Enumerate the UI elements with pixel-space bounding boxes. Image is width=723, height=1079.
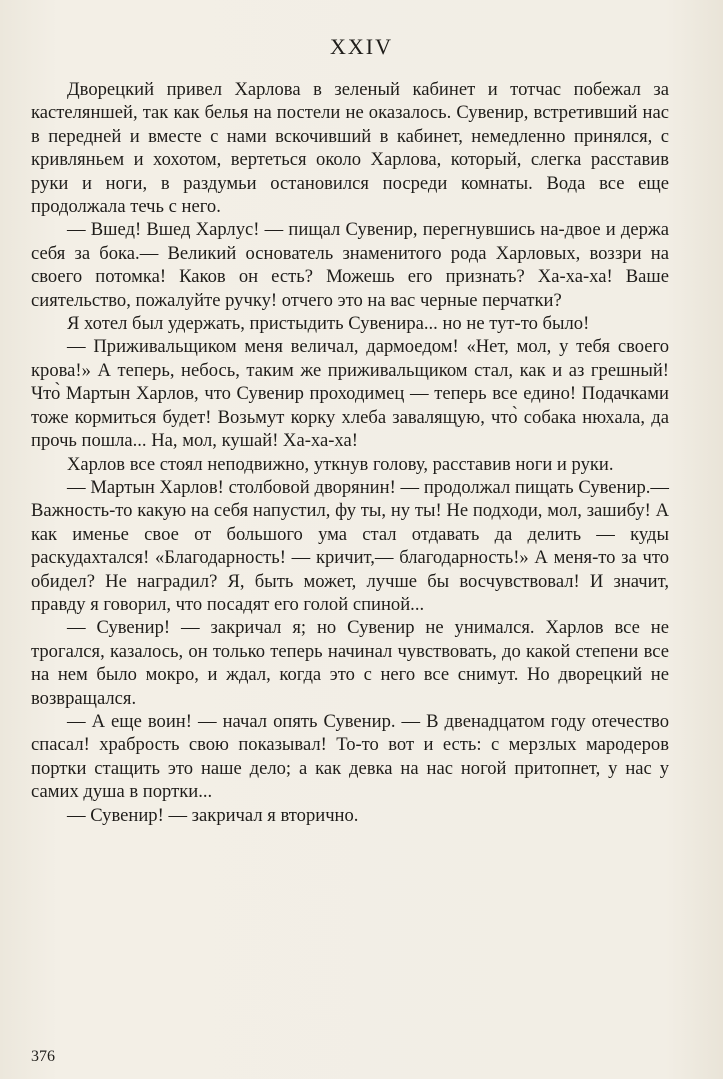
paragraph-2: — Вшед! Вшед Харлус! — пищал Сувенир, перегнувшись на-двое и держа себя за бока.— Великий основатель знаменитого рода Харловых, воззри на своего потомка! Каков он есть? Можешь его признать? Ха-ха-ха! Ваше сиятельство, пожалуйте ручку! отчего это на вас черные перчатки? — [31, 219, 669, 311]
paragraph-4: — Приживальщиком меня величал, дармоедом! «Нет, мол, у тебя своего крова!» А теперь, небось, таким же приживальщиком стал, как и аз грешный! Что̀ Мартын Харлов, что Сувенир проходимец — теперь все едино! Подачками тоже кормиться будет! Возьмут корку хлеба завалящую, что̀ собака нюхала, да прочь пошла... На, мол, кушай! Ха-ха-ха! — [31, 336, 669, 452]
body-text — [31, 78, 669, 827]
paragraph-1: Дворецкий привел Харлова в зеленый кабинет и тотчас побежал за кастеляншей, так как белья на постели не оказалось. Сувенир, встретивший нас в передней и вместе с нами вскочивший в кабинет, немедленно принялся, с кривляньем и хохотом, вертеться около Харлова, который, слегка расставив руки и ноги, в раздумьи остановился посреди комнаты. Вода все еще продолжала течь с него. — [31, 79, 669, 218]
paragraph-9: — Сувенир! — закричал я вторично. — [67, 804, 359, 826]
paragraph-3: Я хотел был удержать, пристыдить Сувенира... но не тут-то было! — [67, 313, 590, 335]
paragraph-6: — Мартын Харлов! столбовой дворянин! — продолжал пищать Сувенир.— Важность-то какую на себя напустил, фу ты, ну ты! Не подходи, мол, зашибу! А как именье свое от большого ума стал отдавать да делить — куды раскудахтался! «Благодарность! — кричит,— благодарность!» А меня-то за что обидел? Не наградил? Я, быть может, лучше бы восчувствовал! И значит, правду я говорил, что посадят его голой спиной... — [31, 476, 669, 615]
page-number: 376 — [31, 1048, 55, 1065]
chapter-title: XXIV — [330, 34, 393, 59]
paragraph-7: — Сувенир! — закричал я; но Сувенир не унимался. Харлов все не трогался, казалось, он только теперь начинал чувствовать, до какой степени все на нем было мокро, и ждал, когда это с него все снимут. Но дворецкий не возвращался. — [31, 617, 669, 709]
paragraph-8: — А еще воин! — начал опять Сувенир. — В двенадцатом году отечество спасал! храбрость свою показывал! То-то вот и есть: с мерзлых мародеров портки стащить это наше дело; а как девка на нас ногой притопнет, у нас у самих душа в портки... — [31, 710, 669, 803]
paragraph-5: Харлов все стоял неподвижно, уткнув голову, расставив ноги и руки. — [67, 453, 614, 475]
